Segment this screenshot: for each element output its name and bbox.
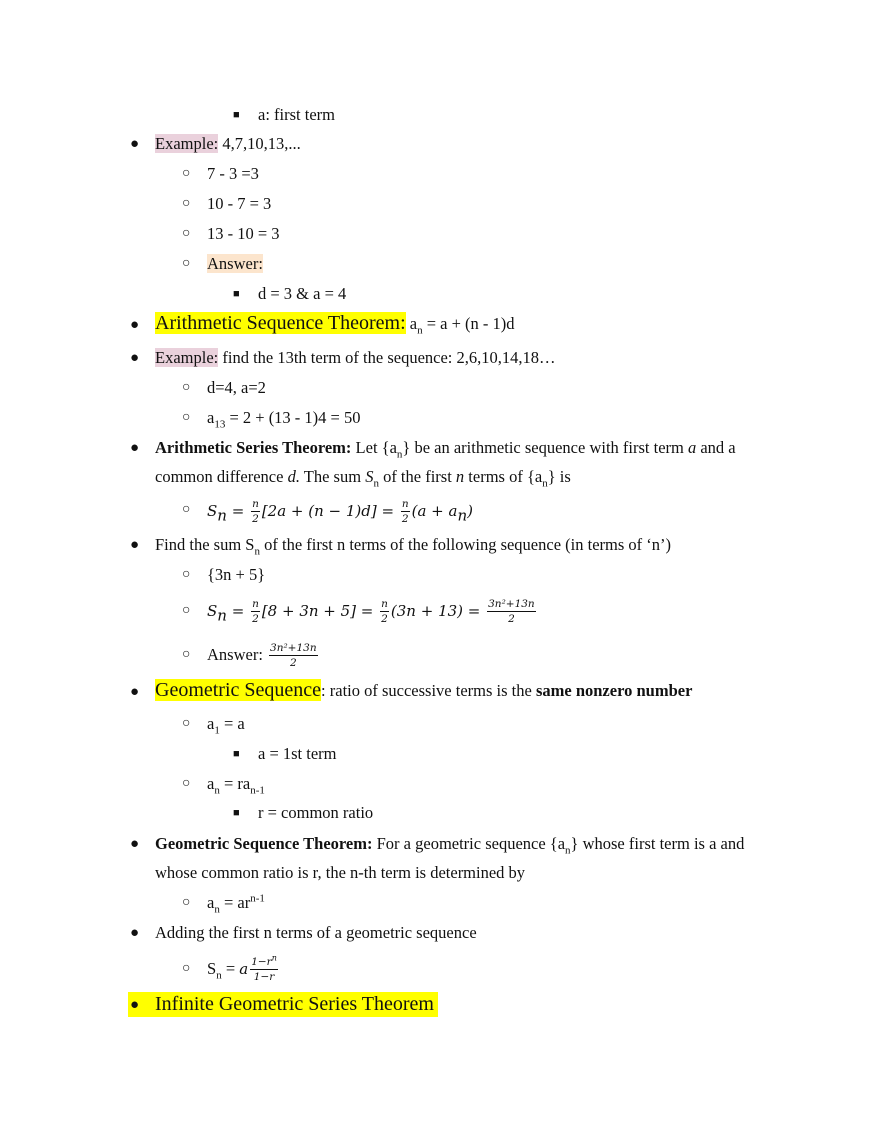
formula-text: = ar — [219, 893, 251, 912]
list-item — [258, 284, 346, 304]
list-item-text: {3n + 5} — [207, 565, 266, 584]
heading-infinite-geometric-series-theorem: Infinite Geometric Series Theorem — [155, 993, 434, 1015]
formula-text: = ra — [219, 774, 251, 793]
fraction-denominator: 2 — [252, 613, 259, 626]
list-item-text: d = 3 & a = 4 — [258, 284, 347, 303]
formula-sup: n — [271, 953, 277, 963]
formula-sub: 13 — [214, 418, 226, 431]
formula — [207, 598, 538, 625]
formula-text: = a + (n - 1)d — [422, 314, 515, 333]
formula-text: = — [226, 602, 250, 620]
circle-bullet-icon: ○ — [182, 256, 191, 271]
formula-sup: n-1 — [250, 892, 265, 905]
bullet-icon: ● — [130, 136, 140, 152]
list-item-text: d=4, a=2 — [207, 378, 266, 397]
fraction-denominator: 2 — [252, 513, 259, 526]
list-item — [207, 224, 280, 244]
formula-var: a — [207, 893, 215, 912]
fraction-denominator: 2 — [381, 613, 388, 626]
text: The sum — [299, 467, 366, 486]
answer-label: Answer: — [207, 254, 263, 273]
formula-sub: n — [457, 506, 468, 525]
list-item — [207, 714, 245, 737]
list-item-text: r = common ratio — [258, 803, 374, 822]
formula-var: a — [239, 960, 249, 978]
list-item — [155, 923, 477, 943]
fraction — [380, 599, 389, 625]
fraction-numerator: n — [252, 598, 259, 611]
bold-text: same nonzero number — [535, 681, 693, 700]
formula-sub: n — [254, 545, 260, 558]
numerator-text: 1−r — [251, 956, 272, 969]
fraction-denominator: 2 — [508, 613, 515, 626]
bullet-icon: ● — [130, 350, 140, 366]
list-item-text: find the 13th term of the sequence: 2,6,10,14,18… — [218, 348, 556, 367]
text: terms of {a — [464, 467, 543, 486]
formula-sub: n — [396, 448, 403, 461]
list-item-text: a: first term — [258, 105, 335, 124]
fraction-numerator: 3n²+13n — [488, 598, 535, 611]
list-item — [207, 194, 271, 214]
fraction-numerator: n — [381, 598, 388, 611]
bullet-icon: ● — [130, 317, 140, 333]
list-item — [207, 254, 263, 274]
list-item-text: a = 1st term — [258, 744, 337, 763]
bullet-icon: ● — [130, 925, 140, 941]
square-bullet-icon: ■ — [233, 748, 240, 760]
square-bullet-icon: ■ — [233, 807, 240, 819]
formula-var: S — [207, 959, 217, 978]
formula — [207, 953, 280, 984]
formula-sub: n — [373, 477, 379, 490]
formula-text: ) — [467, 502, 473, 520]
formula-sub: n — [214, 784, 220, 797]
list-item — [155, 834, 745, 857]
formula-sub: n — [217, 606, 227, 625]
list-item — [258, 803, 373, 823]
list-item — [258, 744, 337, 764]
example-label: Example: — [155, 134, 219, 153]
fraction-numerator: n — [401, 498, 409, 511]
square-bullet-icon: ■ — [233, 288, 240, 300]
formula-text: = — [221, 959, 240, 978]
formula-var: a — [207, 774, 215, 793]
formula-text: (3n + 13) = — [390, 602, 486, 620]
circle-bullet-icon: ○ — [182, 410, 191, 425]
text: For a geometric sequence {a — [372, 834, 566, 853]
formula-text: [8 + 3n + 5] = — [261, 602, 379, 620]
circle-bullet-icon: ○ — [182, 196, 191, 211]
fraction — [269, 643, 318, 669]
fraction-denominator: 2 — [401, 513, 409, 526]
heading-arithmetic-series-theorem: Arithmetic Series Theorem: — [155, 438, 352, 457]
list-item — [258, 105, 335, 125]
list-item — [207, 408, 361, 431]
list-item-text: 7 - 3 =3 — [207, 164, 259, 183]
text: : ratio of successive terms is the — [321, 681, 536, 700]
list-item — [155, 535, 671, 558]
fraction — [401, 499, 410, 525]
list-item-continuation — [155, 863, 525, 883]
text: of the first — [378, 467, 456, 486]
italic-var: n — [455, 467, 465, 486]
fraction — [250, 953, 278, 984]
formula-sub: n — [214, 903, 220, 916]
circle-bullet-icon: ○ — [182, 776, 191, 791]
circle-bullet-icon: ○ — [182, 647, 191, 662]
circle-bullet-icon: ○ — [182, 380, 191, 395]
heading-geometric-sequence: Geometric Sequence — [155, 679, 322, 701]
formula-text: = a — [219, 714, 245, 733]
bullet-icon: ● — [130, 684, 140, 700]
list-item-text: 13 - 10 = 3 — [207, 224, 280, 243]
circle-bullet-icon: ○ — [182, 226, 191, 241]
fraction-denominator: 2 — [289, 657, 297, 670]
list-item — [155, 680, 692, 701]
circle-bullet-icon: ○ — [182, 961, 191, 976]
text: } be an arithmetic sequence with first term — [402, 438, 688, 457]
list-item — [155, 348, 556, 368]
text: whose common ratio is r, the n-th term is determined by — [155, 863, 526, 882]
list-item — [155, 134, 301, 154]
list-item-text: 10 - 7 = 3 — [207, 194, 272, 213]
text: Find the sum S — [155, 535, 255, 554]
formula-sub: n — [417, 324, 423, 337]
text: and a — [696, 438, 736, 457]
formula-sub: n — [217, 506, 227, 525]
text: Let {a — [351, 438, 397, 457]
formula-text: [2a + (n − 1)d] = — [261, 502, 399, 520]
fraction — [487, 599, 536, 625]
circle-bullet-icon: ○ — [182, 166, 191, 181]
text: common difference — [155, 467, 288, 486]
example-label: Example: — [155, 348, 219, 367]
fraction-numerator — [250, 953, 278, 970]
italic-var: d. — [287, 467, 300, 486]
square-bullet-icon: ■ — [233, 109, 240, 121]
list-item-text: 4,7,10,13,... — [218, 134, 301, 153]
formula-var: S — [207, 502, 218, 520]
formula-text: = 2 + (13 - 1)4 = 50 — [225, 408, 361, 427]
list-item — [207, 892, 265, 916]
italic-var: S — [365, 467, 374, 486]
text: } whose first term is a and — [570, 834, 745, 853]
list-item — [207, 565, 265, 585]
list-item — [207, 642, 320, 669]
formula-var: a — [409, 314, 418, 333]
formula-var: S — [207, 602, 218, 620]
list-item-continuation — [155, 467, 571, 490]
list-item — [207, 774, 265, 797]
italic-var: a — [687, 438, 697, 457]
text: } is — [547, 467, 571, 486]
heading-geometric-sequence-theorem: Geometric Sequence Theorem: — [155, 834, 373, 853]
answer-label: Answer: — [207, 645, 268, 664]
circle-bullet-icon: ○ — [182, 603, 191, 618]
circle-bullet-icon: ○ — [182, 567, 191, 582]
circle-bullet-icon: ○ — [182, 502, 191, 517]
formula-sub: n — [542, 477, 548, 490]
bullet-icon: ● — [130, 440, 140, 456]
list-item-text: Adding the first n terms of a geometric sequence — [155, 923, 477, 942]
bullet-icon: ● — [130, 997, 140, 1013]
circle-bullet-icon: ○ — [182, 895, 191, 910]
bullet-icon: ● — [130, 836, 140, 852]
formula-sub: n — [216, 969, 222, 982]
list-item — [155, 312, 515, 337]
fraction — [251, 599, 260, 625]
list-item — [207, 164, 259, 184]
circle-bullet-icon: ○ — [182, 716, 191, 731]
list-item — [155, 994, 434, 1015]
fraction-denominator: 1−r — [253, 971, 275, 984]
formula-sub: n — [565, 844, 571, 857]
formula-text: = — [226, 502, 250, 520]
formula-var: a — [207, 408, 215, 427]
list-item — [155, 438, 736, 461]
fraction-numerator: 3n²+13n — [270, 642, 317, 655]
fraction — [251, 499, 260, 525]
fraction-numerator: n — [252, 498, 259, 511]
formula-sub: 1 — [214, 724, 220, 737]
formula-sub: n-1 — [250, 784, 265, 797]
formula-var: a — [207, 714, 215, 733]
list-item — [207, 378, 266, 398]
bullet-icon: ● — [130, 537, 140, 553]
formula-text: (a + a — [411, 502, 458, 520]
heading-arithmetic-sequence-theorem: Arithmetic Sequence Theorem: — [155, 312, 406, 334]
text: of the first n terms of the following sequence (in terms of ‘n’) — [259, 535, 671, 554]
formula — [207, 498, 473, 525]
